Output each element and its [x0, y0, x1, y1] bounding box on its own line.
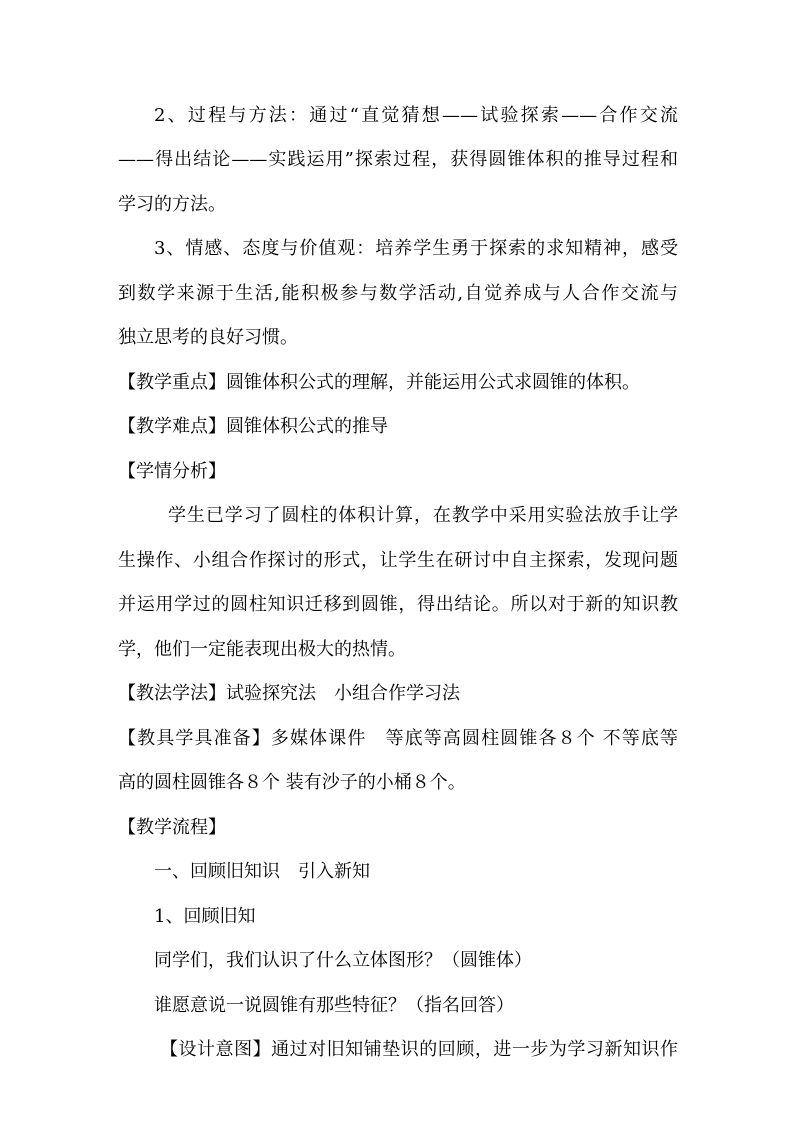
process-method-line-3: 学习的方法。 — [118, 194, 226, 215]
analysis-heading: 【学情分析】 — [118, 461, 226, 482]
question-1: 同学们，我们认识了什么立体图形？（圆锥体） — [154, 950, 532, 971]
tools-line-1: 【教具学具准备】多媒体课件 等底等高圆柱圆锥各８个 不等底等 — [118, 728, 678, 749]
analysis-line-4: 学，他们一定能表现出极大的热情。 — [118, 639, 406, 660]
process-method-line-1: 2、过程与方法：通过“直觉猜想——试验探索——合作交流 — [154, 105, 678, 126]
process-heading: 【教学流程】 — [118, 817, 226, 838]
section-1-heading: 一、回顾旧知识 引入新知 — [154, 861, 370, 882]
section-1-1-heading: 1、回顾旧知 — [154, 906, 256, 927]
analysis-line-1: 学生已学习了圆柱的体积计算，在教学中采用实验法放手让学 — [168, 505, 678, 526]
emotion-line-3: 独立思考的良好习惯。 — [118, 327, 298, 348]
process-method-line-2: ——得出结论——实践运用”探索过程，获得圆锥体积的推导过程和 — [118, 149, 678, 170]
emotion-line-2: 到数学来源于生活,能积极参与数学活动,自觉养成与人合作交流与 — [118, 283, 678, 304]
question-2: 谁愿意说一说圆锥有那些特征？（指名回答） — [154, 995, 514, 1016]
tools-line-2: 高的圆柱圆锥各８个 装有沙子的小桶８个。 — [118, 772, 466, 793]
emotion-line-1: 3、情感、态度与价值观：培养学生勇于探索的求知精神，感受 — [154, 238, 678, 259]
analysis-line-2: 生操作、小组合作探讨的形式，让学生在研讨中自主探索，发现问题 — [118, 550, 678, 571]
design-intent: 【设计意图】通过对旧知铺垫识的回顾，进一步为学习新知识作 — [160, 1039, 678, 1060]
key-point: 【教学重点】圆锥体积公式的理解，并能运用公式求圆锥的体积。 — [118, 372, 640, 393]
difficult-point: 【教学难点】圆锥体积公式的推导 — [118, 416, 388, 437]
methods: 【教法学法】试验探究法 小组合作学习法 — [118, 683, 460, 704]
analysis-line-3: 并运用学过的圆柱知识迁移到圆锥，得出结论。所以对于新的知识教 — [118, 594, 678, 615]
